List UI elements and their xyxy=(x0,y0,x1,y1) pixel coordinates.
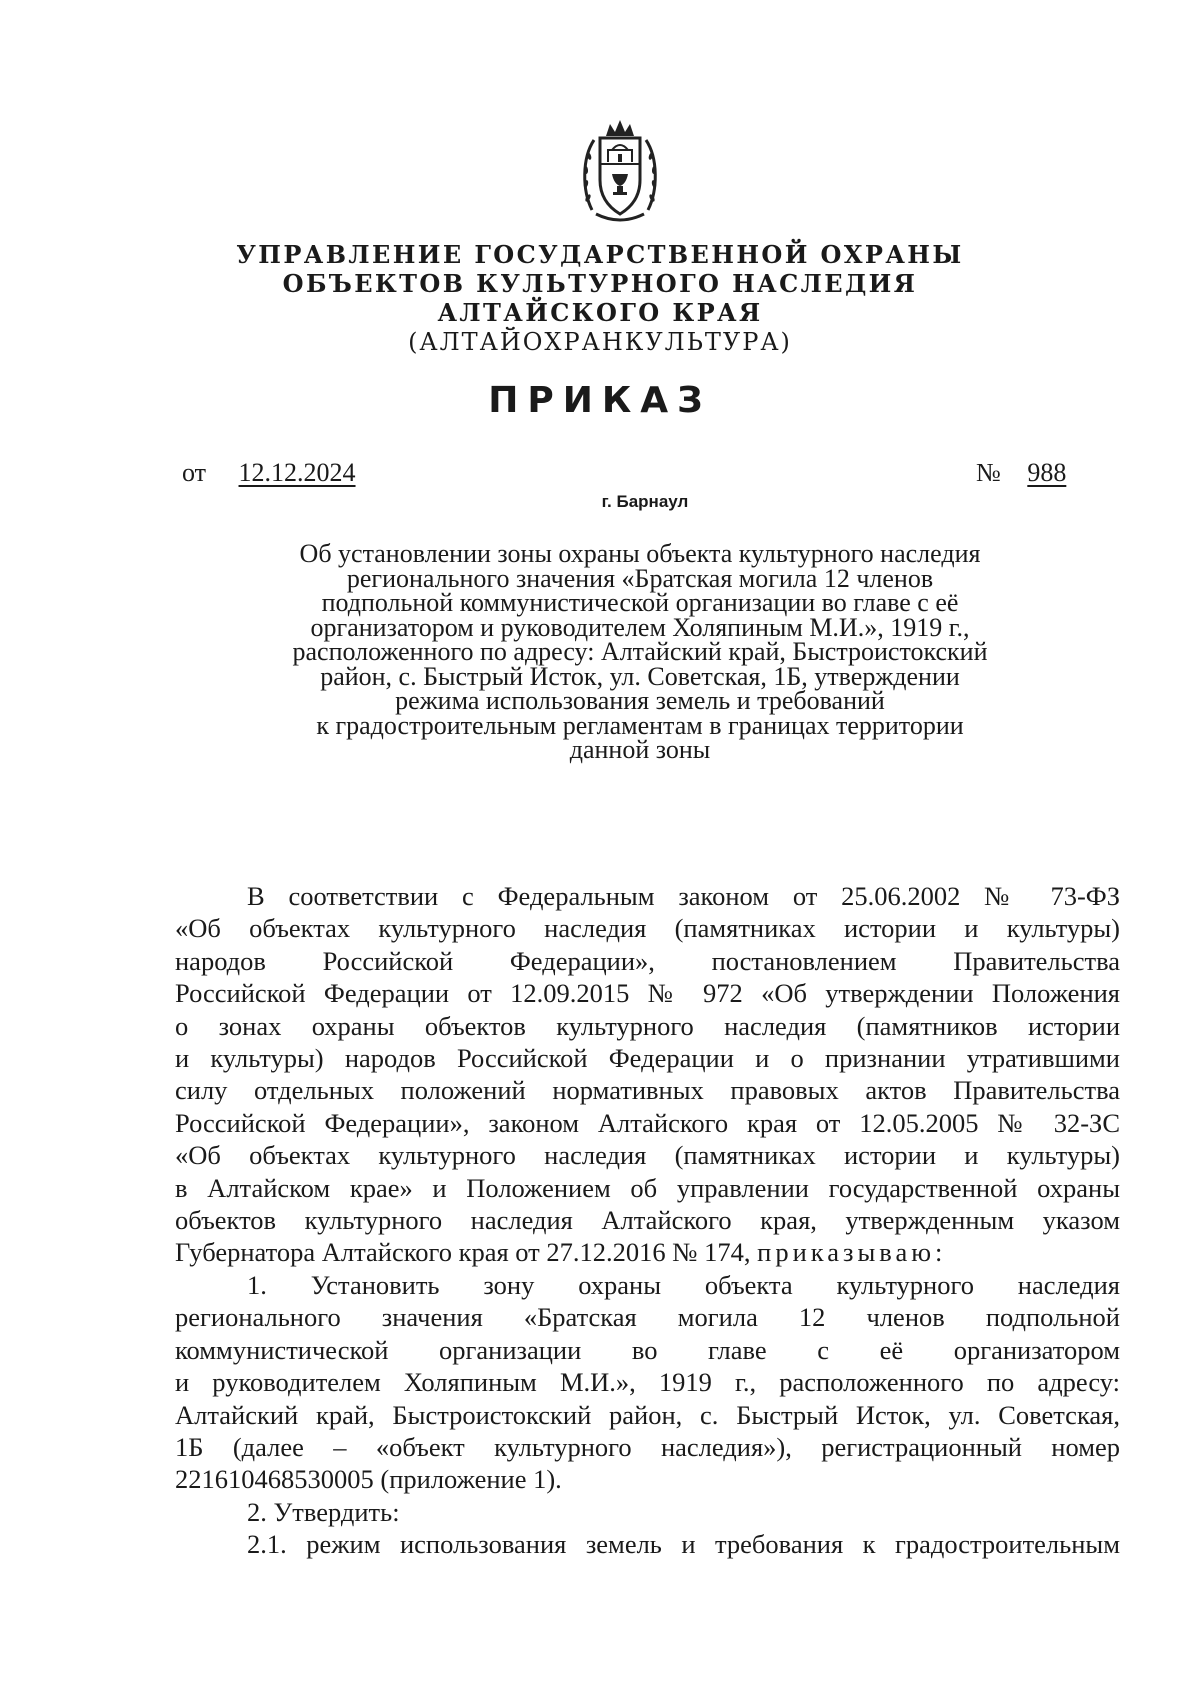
preamble-end: Губернатора Алтайского края от 27.12.2016 № 174, xyxy=(175,1237,751,1268)
order-body xyxy=(175,880,1120,1561)
item-1-line: Алтайский край, Быстроистокский район, с. Быстрый Исток, ул. Советская, xyxy=(175,1399,1120,1430)
body-line: Российской Федерации», законом Алтайского края от 12.05.2005 № 32-ЗС xyxy=(175,1107,1120,1138)
order-date xyxy=(182,458,356,488)
agency-name-line: АЛТАЙСКОГО КРАЯ xyxy=(437,298,763,327)
date-value: 12.12.2024 xyxy=(238,458,356,487)
body-line: в Алтайском крае» и Положением об управлении государственной охраны xyxy=(175,1172,1120,1203)
order-number xyxy=(976,458,1066,488)
subject-line: расположенного по адресу: Алтайский край, Быстроистокский xyxy=(292,637,988,666)
item-1-line: коммунистической организации во главе с её организатором xyxy=(175,1334,1120,1365)
item-1-line: 221610468530005 (приложение 1). xyxy=(175,1464,562,1495)
body-line: «Об объектах культурного наследия (памятниках истории и культуры) xyxy=(175,913,1120,944)
subject-line: режима использования земель и требований xyxy=(395,686,885,715)
agency-name xyxy=(0,240,1200,358)
item-2: 2. Утвердить: xyxy=(247,1496,400,1527)
agency-abbreviation: (АЛТАЙОХРАНКУЛЬТУРА) xyxy=(408,328,792,356)
agency-name-line: ОБЪЕКТОВ КУЛЬТУРНОГО НАСЛЕДИЯ xyxy=(282,269,918,298)
subject-line: регионального значения «Братская могила 12 членов xyxy=(346,563,934,593)
body-line: о зонах охраны объектов культурного наследия (памятников истории xyxy=(175,1010,1120,1041)
coat-of-arms-icon xyxy=(580,118,660,226)
subject-line: к градостроительным регламентам в границах территории xyxy=(316,710,964,740)
body-line xyxy=(175,1236,1120,1268)
document-title: ПРИКАЗ xyxy=(488,380,712,421)
body-line: и культуры) народов Российской Федерации и о признании утратившими xyxy=(175,1043,1120,1074)
body-line: народов Российской Федерации», постановлением Правительства xyxy=(175,945,1120,976)
item-1-line: 1. Установить зону охраны объекта культурного наследия xyxy=(247,1269,1120,1300)
body-line: Российской Федерации от 12.09.2015 № 972 «Об утверждении Положения xyxy=(175,978,1120,1009)
item-2-1: 2.1. режим использования земель и требования к градостроительным xyxy=(247,1529,1120,1560)
subject-line: организатором и руководителем Холяпиным М.И.», 1919 г., xyxy=(310,612,970,642)
body-line: «Об объектах культурного наследия (памятниках истории и культуры) xyxy=(175,1140,1120,1171)
order-word: приказываю: xyxy=(757,1237,947,1268)
subject-line: данной зоны xyxy=(569,735,711,764)
number-prefix: № xyxy=(976,458,1001,487)
item-1-line: и руководителем Холяпиным М.И.», 1919 г., расположенного по адресу: xyxy=(175,1367,1120,1398)
body-line: объектов культурного наследия Алтайского края, утвержденным указом xyxy=(175,1205,1120,1236)
subject-line: район, с. Быстрый Исток, ул. Советская, 1Б, утверждении xyxy=(320,661,960,691)
item-1-line: регионального значения «Братская могила 12 членов подпольной xyxy=(175,1302,1120,1333)
date-prefix: от xyxy=(182,458,207,487)
subject-line: подпольной коммунистической организации во главе с её xyxy=(321,588,959,617)
number-value: 988 xyxy=(1027,458,1067,487)
order-subject xyxy=(230,539,1050,764)
city: г. Барнаул xyxy=(601,492,689,511)
body-line: В соответствии с Федеральным законом от 25.06.2002 № 73-ФЗ xyxy=(247,881,1120,911)
agency-name-line: УПРАВЛЕНИЕ ГОСУДАРСТВЕННОЙ ОХРАНЫ xyxy=(236,240,964,269)
body-line: силу отдельных положений нормативных правовых актов Правительства xyxy=(175,1075,1120,1106)
item-1-line: 1Б (далее – «объект культурного наследия»), регистрационный номер xyxy=(175,1431,1120,1462)
subject-line: Об установлении зоны охраны объекта культурного наследия xyxy=(299,539,981,568)
